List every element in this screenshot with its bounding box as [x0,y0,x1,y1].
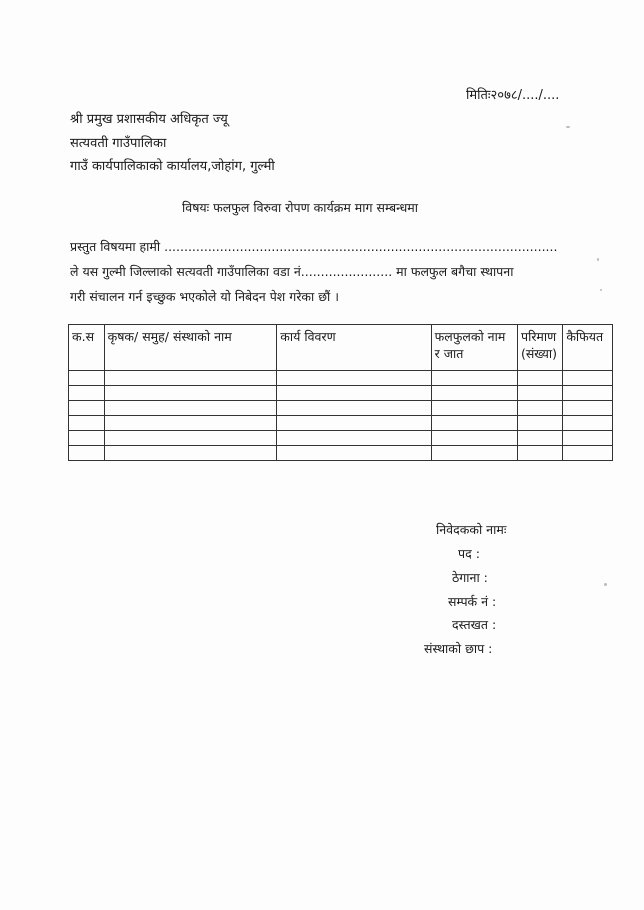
table-row [69,431,613,446]
table-row [69,386,613,401]
recipient-address: गाउँ कार्यपालिकाको कार्यालय,जोहांग, गुल्मी [70,159,275,174]
scan-speck [600,289,602,291]
scan-speck [604,583,607,586]
col-name: कृषक/ समुह/ संस्थाको नाम [104,325,277,371]
col-work-description: कार्य विवरण [277,325,431,371]
applicant-name-label: निवेदकको नामः [436,522,507,537]
table-body [69,371,613,461]
stamp-label: संस्थाको छाप : [424,641,493,656]
subject-line: विषयः फलफुल विरुवा रोपण कार्यक्रम माग सम्बन्धमा [182,200,419,215]
col-quantity: परिमाण (संख्या) [517,325,562,371]
scan-speck [597,258,599,261]
signature-label: दस्तखत : [452,617,497,632]
position-label: पद : [458,546,480,561]
address-label: ठेगाना : [452,570,488,585]
recipient-title: श्री प्रमुख प्रशासकीय अधिकृत ज्यू [70,112,228,127]
request-table [68,324,613,461]
body-line-2: ले यस गुल्मी जिल्लाको सत्यवती गाउँपालिका वडा नं....................... मा फलफुल बगैचा स्थापना [70,264,514,279]
table-row [69,371,613,386]
recipient-office: सत्यवती गाउँपालिका [70,136,167,151]
body-line-3: गरी संचालन गर्न इच्छुक भएकोले यो निबेदन पेश गरेका छौं । [70,289,339,304]
table-row [69,401,613,416]
scan-speck [566,126,570,128]
table-row [69,416,613,431]
table-header-row [69,325,613,371]
contact-label: सम्पर्क नं : [448,594,497,609]
body-line-1: प्रस्तुत विषयमा हामी ................................................................................................... [70,239,558,254]
col-fruit-variety: फलफुलको नाम र जात [431,325,517,371]
col-remarks: कैफियत [563,325,613,371]
table-row [69,446,613,461]
col-serial: क.स [69,325,105,371]
date-field: मितिः२०७८/..../.... [466,88,560,103]
